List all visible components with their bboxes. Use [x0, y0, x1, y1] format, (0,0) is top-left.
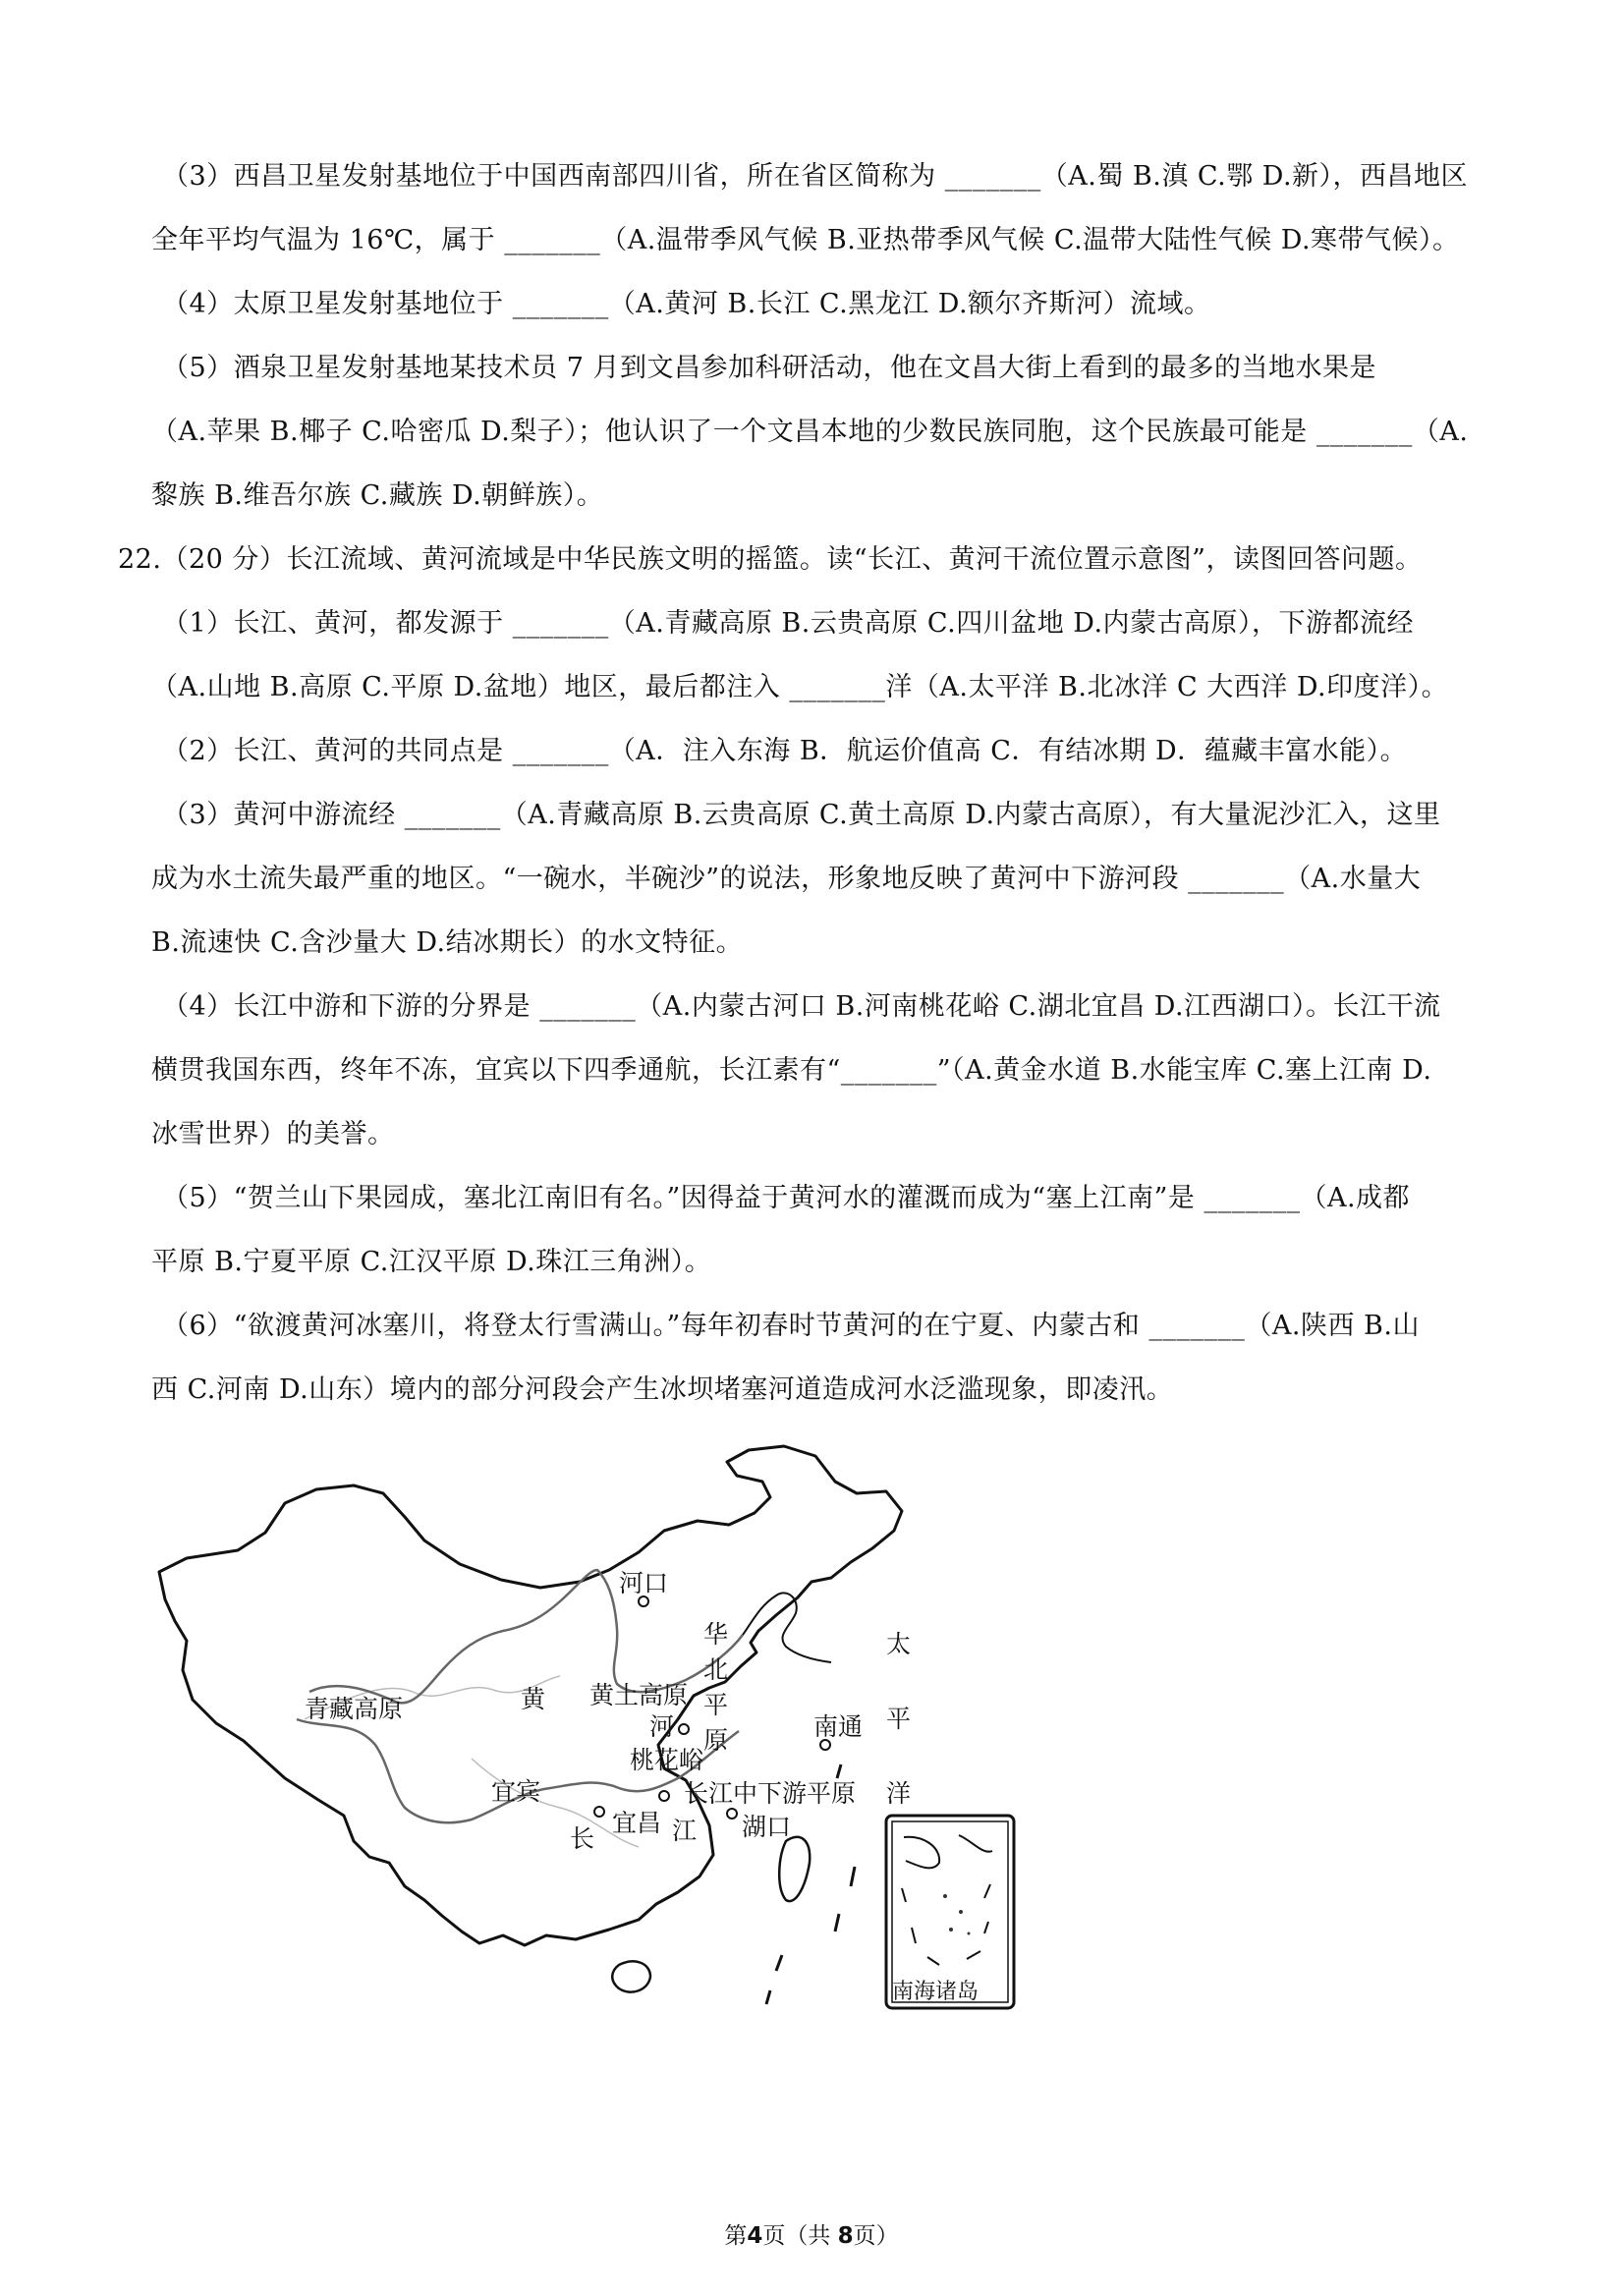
- label-he-char: 河: [649, 1712, 675, 1741]
- footer-total-pages: 8: [837, 2223, 854, 2249]
- label-jiang-char: 江: [672, 1817, 698, 1845]
- label-hekou: 河口: [619, 1569, 669, 1597]
- label-huabei-4: 原: [703, 1726, 729, 1755]
- label-pacific-2: 平: [886, 1705, 912, 1733]
- taiwan-island: [779, 1837, 810, 1901]
- q22-part6-line1: （6）“欲渡黄河冰塞川，将登太行雪满山。”每年初春时节黄河的在宁夏、内蒙古和 _______（A.陕西 B.山: [162, 1311, 1420, 1341]
- footer-prefix: 第: [724, 2223, 748, 2249]
- south-sea-inset-islets: [943, 1894, 971, 1935]
- label-huabei-3: 平: [703, 1691, 729, 1719]
- q22-part4-line1: （4）长江中游和下游的分界是 _______（A.内蒙古河口 B.河南桃花峪 C.湖北宜昌 D.江西湖口）。长江干流: [162, 991, 1441, 1022]
- q22-part5-line2: 平原 B.宁夏平原 C.江汉平原 D.珠江三角洲）。: [151, 1247, 712, 1277]
- label-qinghai-tibet-plateau: 青藏高原: [305, 1695, 404, 1723]
- footer-suffix: 页）: [853, 2223, 899, 2249]
- q22-part4-line2: 横贯我国东西，终年不冻，宜宾以下四季通航，长江素有“_______”（A.黄金水道 B.水能宝库 C.塞上江南 D.: [151, 1055, 1432, 1086]
- label-loess-plateau: 黄土高原: [589, 1681, 689, 1709]
- label-chang-char: 长: [570, 1824, 595, 1853]
- q22-part1-line1: （1）长江、黄河，都发源于 _______（A.青藏高原 B.云贵高原 C.四川盆地 D.内蒙古高原），下游都流经: [162, 608, 1415, 639]
- q21-part5-line3: 黎族 B.维吾尔族 C.藏族 D.朝鲜族）。: [151, 480, 604, 511]
- footer-page-number: 4: [747, 2223, 763, 2249]
- q22-part5-line1: （5）“贺兰山下果园成，塞北江南旧有名。”因得益于黄河水的灌溉而成为“塞上江南”是 _______（A.成都: [162, 1183, 1411, 1213]
- q22-part3-line2: 成为水土流失最严重的地区。“一碗水，半碗沙”的说法，形象地反映了黄河中下游河段 _______（A.水量大: [151, 864, 1422, 894]
- q22-part1-line2: （A.山地 B.高原 C.平原 D.盆地）地区，最后都注入 _______洋（A.太平洋 B.北冰洋 C 大西洋 D.印度洋）。: [151, 672, 1449, 702]
- hainan-island: [612, 1961, 650, 1991]
- label-huang-char: 黄: [521, 1685, 546, 1713]
- label-huabei-1: 华: [703, 1620, 729, 1649]
- label-pacific-3: 洋: [886, 1779, 912, 1808]
- label-yichang: 宜昌: [612, 1809, 662, 1837]
- label-taohuayu: 桃花峪: [630, 1746, 704, 1774]
- south-sea-inset-coast: [904, 1835, 992, 1868]
- label-middle-lower-yangtze-plain: 长江中下游平原: [684, 1779, 857, 1808]
- q21-part5-line2: （A.苹果 B.椰子 C.哈密瓜 D.梨子）；他认识了一个文昌本地的少数民族同胞，这个民族最可能是 _______（A.: [151, 417, 1469, 447]
- label-nantong: 南通: [813, 1712, 864, 1741]
- page-footer: [0, 2217, 1623, 2250]
- label-huabei-2: 北: [703, 1655, 729, 1684]
- q21-part3-line1: （3）西昌卫星发射基地位于中国西南部四川省，所在省区简称为 _______（A.蜀 B.滇 C.鄂 D.新），西昌地区: [162, 161, 1469, 192]
- q22-part3-line1: （3）黄河中游流经 _______（A.青藏高原 B.云贵高原 C.黄土高原 D.内蒙古高原），有大量泥沙汇入，这里: [162, 800, 1441, 830]
- q22-part4-line3: 冰雪世界）的美誉。: [151, 1119, 395, 1149]
- footer-mid: 页（共: [762, 2223, 838, 2249]
- label-pacific-1: 太: [886, 1630, 912, 1658]
- label-hukou: 湖口: [742, 1813, 792, 1841]
- q22-part6-line2: 西 C.河南 D.山东）境内的部分河段会产生冰坝堵塞河道造成河水泛滥现象，即凌汛。: [151, 1374, 1174, 1405]
- q22-part2-line1: （2）长江、黄河的共同点是 _______（A．注入东海 B．航运价值高 C．有结冰期 D．蕴藏丰富水能）。: [162, 736, 1408, 766]
- q21-part5-line1: （5）酒泉卫星发射基地某技术员 7 月到文昌参加科研活动，他在文昌大街上看到的最多的当地水果是: [162, 353, 1377, 383]
- label-south-sea-islands: 南海诸岛: [892, 1980, 979, 2004]
- label-yibin: 宜宾: [491, 1777, 541, 1806]
- q22-part3-line3: B.流速快 C.含沙量大 D.结冰期长）的水文特征。: [151, 927, 744, 958]
- q21-part3-line2: 全年平均气温为 16℃，属于 _______（A.温带季风气候 B.亚热带季风气候 C.温带大陆性气候 D.寒带气候）。: [151, 225, 1460, 255]
- q21-part4-line1: （4）太原卫星发射基地位于 _______（A.黄河 B.长江 C.黑龙江 D.额尔齐斯河）流域。: [162, 289, 1211, 319]
- china-rivers-map: [147, 1434, 1032, 2024]
- q22-heading: 22.（20 分）长江流域、黄河流域是中华民族文明的摇篮。读“长江、黄河干流位置示意图”，读图回答问题。: [118, 544, 1423, 575]
